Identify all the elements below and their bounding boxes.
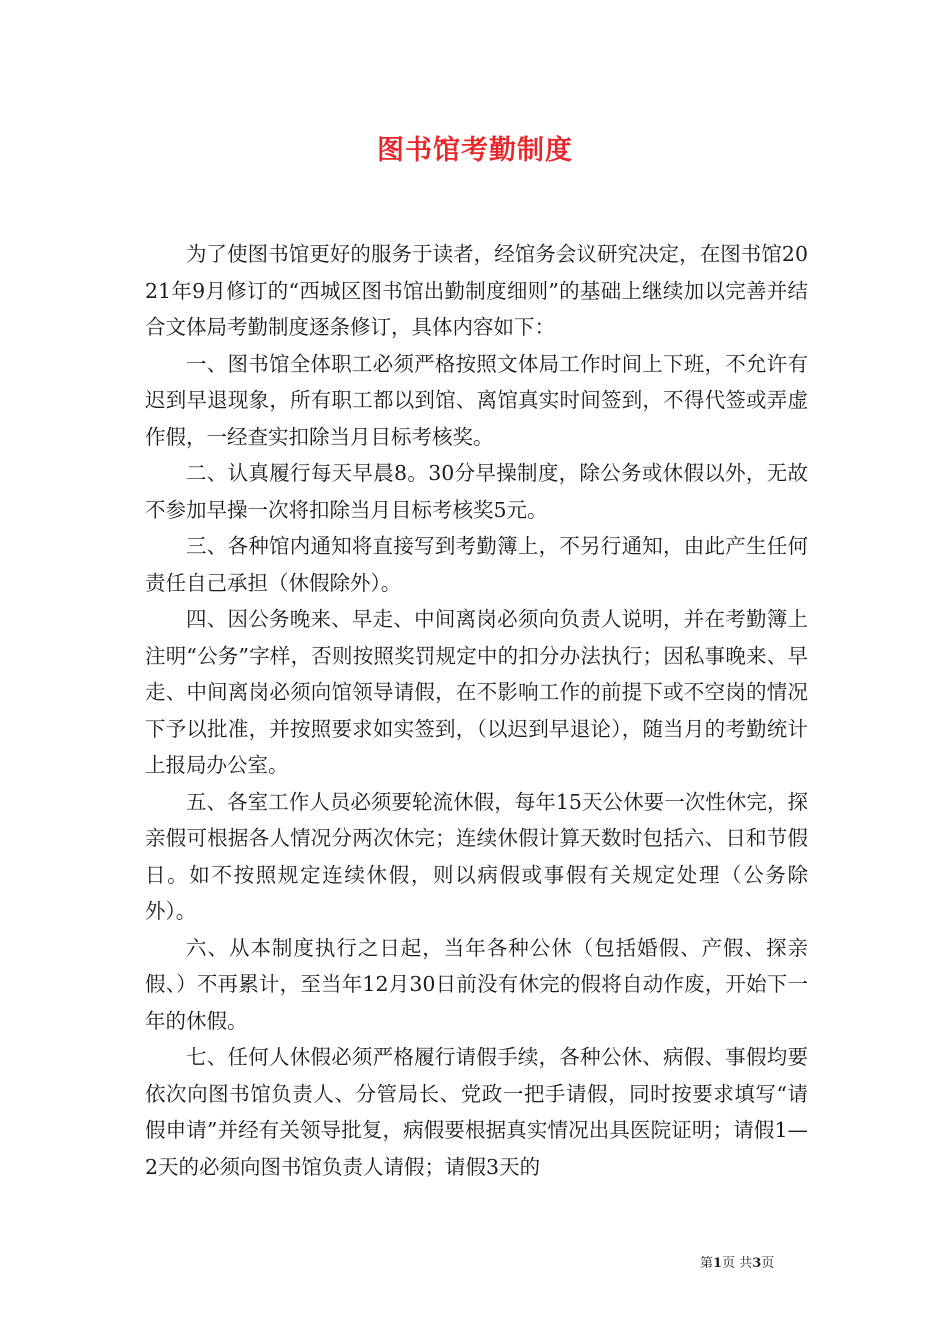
document-body [145,236,808,1185]
footer-prefix: 第 [700,1256,714,1271]
document-title: 图书馆考勤制度 [377,135,573,166]
rule-1-paragraph: 一、图书馆全体职工必须严格按照文体局工作时间上下班，不允许有迟到早退现象，所有职工都以到馆、离馆真实时间签到，不得代签或弄虚作假，一经查实扣除当月目标考核奖。 [145,351,808,449]
rule-6-paragraph: 六、从本制度执行之日起，当年各种公休（包括婚假、产假、探亲假、）不再累计，至当年12月30日前没有休完的假将自动作废，开始下一年的休假。 [145,935,808,1033]
footer-total-pages: 3 [752,1256,762,1271]
page-number-footer [700,1252,810,1271]
rule-4-paragraph: 四、因公务晚来、早走、中间离岗必须向负责人说明，并在考勤簿上注明“公务”字样，否则按照奖罚规定中的扣分办法执行；因私事晚来、早走、中间离岗必须向馆领导请假，在不影响工作的前提下或不空岗的情况下予以批准，并按照要求如实签到，（以迟到早退论），随当月的考勤统计上报局办公室。 [145,607,808,777]
footer-current-page: 1 [713,1256,723,1271]
footer-suffix: 页 [761,1256,775,1271]
rule-7-paragraph: 七、任何人休假必须严格履行请假手续，各种公休、病假、事假均要依次向图书馆负责人、分管局长、党政一把手请假，同时按要求填写“请假申请”并经有关领导批复，病假要根据真实情况出具医院证明；请假1—2天的必须向图书馆负责人请假；请假3天的 [145,1045,808,1179]
footer-middle: 页 共 [722,1256,753,1271]
rule-5-paragraph: 五、各室工作人员必须要轮流休假，每年15天公休要一次性休完，探亲假可根据各人情况分两次休完；连续休假计算天数时包括六、日和节假日。如不按照规定连续休假，则以病假或事假有关规定处理（公务除外）。 [145,789,808,923]
rule-3-paragraph: 三、各种馆内通知将直接写到考勤簿上，不另行通知，由此产生任何责任自己承担（休假除外）。 [145,534,808,595]
intro-paragraph: 为了使图书馆更好的服务于读者，经馆务会议研究决定，在图书馆2021年9月修订的“西城区图书馆出勤制度细则”的基础上继续加以完善并结合文体局考勤制度逐条修订，具体内容如下： [145,242,808,339]
rule-2-paragraph: 二、认真履行每天早晨8。30分早操制度，除公务或休假以外，无故不参加早操一次将扣除当月目标考核奖5元。 [145,461,808,522]
